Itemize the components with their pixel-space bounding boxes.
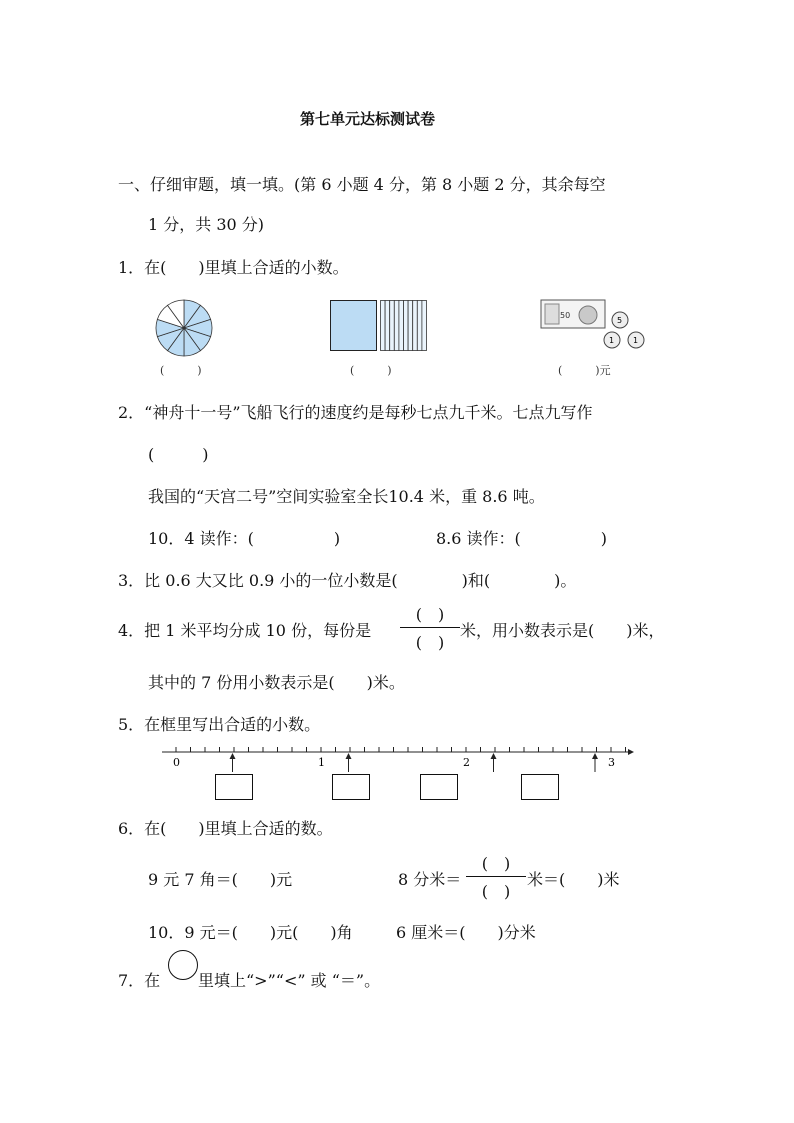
pointer-arrowhead xyxy=(346,753,352,759)
question-4-line1-a: 4．把 1 米平均分成 10 份，每份是 xyxy=(118,621,372,640)
strip xyxy=(390,301,395,351)
compare-circle[interactable] xyxy=(168,950,198,980)
strip xyxy=(408,301,413,351)
question-2-line1: 2．“神舟十一号”飞船飞行的速度约是每秒七点九千米。七点九写作 xyxy=(118,403,593,422)
tick-label: 0 xyxy=(173,756,180,769)
number-line-axis xyxy=(162,747,634,772)
strip xyxy=(404,301,409,351)
tick-label: 2 xyxy=(463,756,470,769)
pointer-arrowhead xyxy=(491,753,497,759)
question-6-b-post: 米＝( )米 xyxy=(527,870,620,889)
coin-one-yuan-value-b: 1 xyxy=(633,336,639,345)
strip xyxy=(399,301,404,351)
question-4-fraction xyxy=(400,602,460,653)
question-2-line2: ( ) xyxy=(148,445,209,464)
fraction-denominator: ( ) xyxy=(415,633,445,652)
strip xyxy=(422,301,427,351)
question-7-post: 里填上“>”“<” 或 “＝”。 xyxy=(198,971,381,990)
banknote-value: 50 xyxy=(560,311,571,320)
tick-label: 1 xyxy=(318,756,325,769)
strips-group xyxy=(381,301,427,351)
fraction-bar xyxy=(400,627,460,628)
portrait-icon xyxy=(579,306,597,324)
question-2-read-b: 8.6 读作：( ) xyxy=(436,529,608,548)
question-6-text: 6．在( )里填上合适的数。 xyxy=(118,819,333,838)
fraction-numerator: ( ) xyxy=(415,605,445,624)
axis-arrowhead xyxy=(628,749,634,755)
question-4-line2: 其中的 7 份用小数表示是( )米。 xyxy=(148,673,405,692)
question-4-line1-b: 米，用小数表示是( )米， xyxy=(460,621,665,640)
banknote-panel xyxy=(545,304,559,324)
strip xyxy=(417,301,422,351)
strip xyxy=(413,301,418,351)
question-1-text: 1．在( )里填上合适的小数。 xyxy=(118,258,349,277)
question-6-a: 9 元 7 角＝( )元 xyxy=(148,870,293,889)
fraction-denominator: ( ) xyxy=(481,882,511,901)
section-heading-line1: 一、仔细审题，填一填。(第 6 小题 4 分，第 8 小题 2 分，其余每空 xyxy=(118,175,606,194)
question-6-d: 6 厘米＝( )分米 xyxy=(396,923,536,942)
pointer-arrowhead xyxy=(592,753,598,759)
coin-five-jiao-value: 5 xyxy=(617,316,623,325)
question-5-text: 5．在框里写出合适的小数。 xyxy=(118,715,321,734)
circle-fraction-figure xyxy=(154,298,214,358)
question-6-fraction xyxy=(466,851,526,902)
question-7-pre: 7．在 xyxy=(118,971,161,990)
fraction-bar xyxy=(466,876,526,877)
square-strips-figure xyxy=(330,300,450,352)
pie-slices xyxy=(156,300,212,356)
q1-blank-circle: ( ) xyxy=(160,364,202,377)
money-figure xyxy=(540,298,650,353)
fraction-numerator: ( ) xyxy=(481,854,511,873)
coin-one-yuan-value-a: 1 xyxy=(609,336,615,345)
answer-box-4[interactable] xyxy=(521,774,559,800)
question-6-b-pre: 8 分米＝ xyxy=(398,870,462,889)
answer-box-3[interactable] xyxy=(420,774,458,800)
tick-label: 3 xyxy=(608,756,615,769)
q1-blank-square: ( ) xyxy=(350,364,392,377)
question-6-c: 10．9 元＝( )元( )角 xyxy=(148,923,353,942)
shaded-square xyxy=(331,301,377,351)
answer-box-1[interactable] xyxy=(215,774,253,800)
section-heading-line2: 1 分，共 30 分) xyxy=(148,215,265,234)
pointer-arrowhead xyxy=(230,753,236,759)
question-3-text: 3．比 0.6 大又比 0.9 小的一位小数是( )和( )。 xyxy=(118,571,577,590)
question-2-line3: 我国的“天宫二号”空间实验室全长10.4 米，重 8.6 吨。 xyxy=(148,487,545,506)
strip xyxy=(394,301,399,351)
page-title: 第七单元达标测试卷 xyxy=(300,110,436,128)
question-2-read-a: 10．4 读作：( ) xyxy=(148,529,341,548)
strip xyxy=(385,301,390,351)
strip xyxy=(381,301,386,351)
q1-blank-money: ( )元 xyxy=(558,364,611,377)
answer-box-2[interactable] xyxy=(332,774,370,800)
